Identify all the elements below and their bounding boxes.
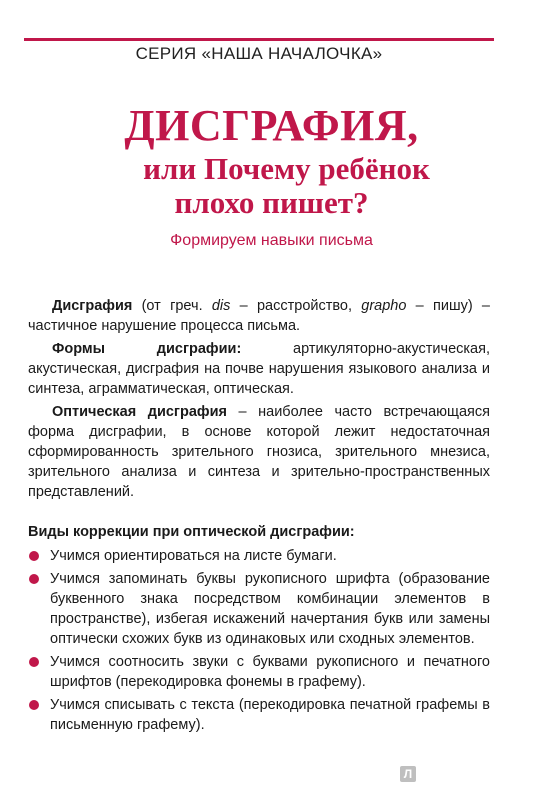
- bullet-icon: [29, 700, 39, 710]
- title-line-1: ДИСГРАФИЯ,: [124, 101, 419, 150]
- list-item-text: Учимся списывать с текста (перекодировка печатной графемы в письменную графему).: [50, 697, 490, 733]
- paragraph-optical: [28, 402, 490, 502]
- definition-text-1: (от греч.: [132, 298, 212, 314]
- corrections-list: [28, 546, 490, 735]
- title-line-3: плохо пишет?: [174, 185, 369, 220]
- definition-greek-1: dis: [211, 298, 231, 314]
- list-item-text: Учимся ориентироваться на листе бумаги.: [50, 548, 337, 564]
- list-item: [28, 695, 490, 735]
- bullet-icon: [29, 551, 39, 561]
- term-forms: Формы дисграфии:: [52, 341, 242, 357]
- body-text: [28, 296, 490, 738]
- logo-letter: Л: [403, 767, 413, 781]
- definition-text-2: – расстройство,: [230, 298, 362, 314]
- list-item: [28, 652, 490, 692]
- series-label: СЕРИЯ «НАША НАЧАЛОЧКА»: [135, 44, 383, 63]
- definition-text-3: – пишу) – частичное нарушение процесса письма.: [28, 298, 490, 334]
- term-dysgraphia: Дисграфия: [52, 298, 133, 314]
- list-item: [28, 569, 490, 649]
- paragraph-definition: [28, 296, 490, 336]
- publisher-logo-icon: [400, 766, 416, 782]
- book-title: [0, 100, 543, 220]
- title-line-2: или Почему ребёнок: [143, 151, 430, 186]
- paragraph-forms: [28, 339, 490, 399]
- bullet-icon: [29, 574, 39, 584]
- list-item: [28, 546, 490, 566]
- top-rule: [24, 38, 494, 41]
- subtitle: Формируем навыки письма: [170, 232, 373, 249]
- term-optical: Оптическая дисграфия: [52, 404, 227, 420]
- definition-greek-2: grapho: [361, 298, 407, 314]
- corrections-heading: Виды коррекции при оптической дисграфии:: [28, 524, 355, 540]
- optical-text: – наиболее часто встречающаяся форма дисграфии, в основе которой лежит недостаточная сформированность зрительного гнозиса, зрительного мнезиса, зрительного анализа и синтеза и зрительно-пространственных представлений.: [28, 404, 490, 500]
- forms-text: артикуляторно-акустическая, акустическая, дисграфия на почве нарушения языкового анализа и синтеза, аграмматическая, оптическая.: [28, 341, 490, 397]
- list-item-text: Учимся соотносить звуки с буквами рукописного и печатного шрифтов (перекодировка фонемы в графему).: [50, 654, 490, 690]
- list-item-text: Учимся запоминать буквы рукописного шрифта (образование буквенного знака посредством комбинации элементов в пространстве), избегая искажений начертания букв или замены оптически схожих букв из одинаковых или сходных элементов.: [50, 571, 490, 647]
- bullet-icon: [29, 657, 39, 667]
